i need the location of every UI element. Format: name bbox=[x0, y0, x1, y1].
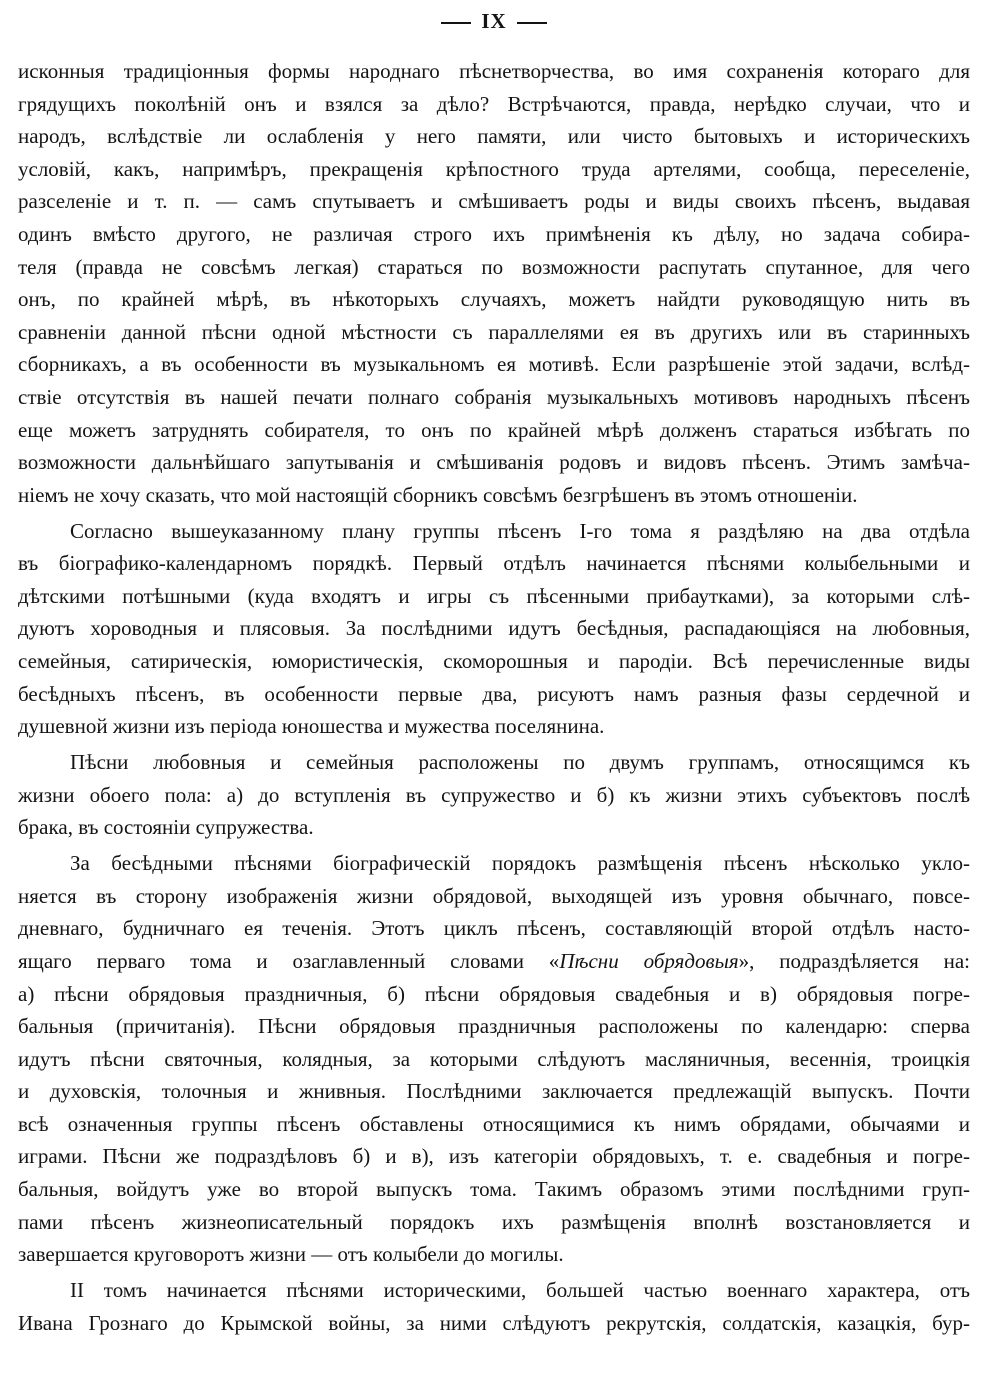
text-line: бальныя (причитанія). Пѣсни обрядовыя праздничныя расположены по календарю: сперва bbox=[18, 1014, 970, 1039]
text-line: исконныя традиціонныя формы народнаго пѣснетворчества, во имя сохраненія котораго для bbox=[18, 59, 970, 83]
paragraph-5 bbox=[18, 1274, 970, 1339]
title-line-post: », подраздѣляется на: bbox=[738, 948, 970, 973]
text-line: онъ, по крайней мѣрѣ, въ нѣкоторыхъ случаяхъ, можетъ найдти руководящую нить въ bbox=[18, 287, 970, 312]
text-line: условій, какъ, напримѣръ, прекращенія крѣпостного труда артелями, сообща, переселеніе, bbox=[18, 156, 970, 181]
text-line: Ивана Грознаго до Крымской войны, за ними слѣдуютъ рекрутскія, солдатскія, казацкія, бур- bbox=[18, 1310, 970, 1335]
text-line: Пѣсни любовныя и семейныя расположены по двумъ группамъ, относящимся къ bbox=[70, 750, 970, 775]
text-line: ствіе отсутствія въ нашей печати полнаго собранія музыкальныхъ мотивовъ народныхъ пѣсенъ bbox=[18, 384, 970, 409]
header-dash-left bbox=[441, 22, 471, 24]
text-line: За бесѣдными пѣснями біографическій порядокъ размѣщенія пѣсенъ нѣсколько укло- bbox=[70, 851, 970, 876]
text-line: пами пѣсенъ жизнеописательный порядокъ ихъ размѣщенія вполнѣ возстановляется и bbox=[18, 1209, 970, 1234]
text-line: бесѣдныхъ пѣсенъ, въ особенности первые два, рисуютъ намъ разныя фазы сердечной и bbox=[18, 681, 970, 706]
text-line: няется въ сторону изображенія жизни обрядовой, выходящей изъ уровня обычнаго, повсе- bbox=[18, 883, 970, 908]
text-line: еще можетъ затруднять собирателя, то онъ по крайней мѣрѣ долженъ стараться избѣгать по bbox=[18, 417, 970, 442]
text-line: дѣтскими потѣшными (куда входятъ и игры съ пѣсенными прибаутками), за которыми слѣ- bbox=[18, 583, 970, 608]
text-line: разселеніе и т. п. — самъ спутываетъ и смѣшиваетъ роды и виды своихъ пѣсенъ, выдавая bbox=[18, 189, 970, 214]
text-line: идутъ пѣсни святочныя, колядныя, за которыми слѣдуютъ масляничныя, весеннія, троицкія bbox=[18, 1046, 970, 1071]
text-line: возможности дальнѣйшаго запутыванія и смѣшиванія родовъ и видовъ пѣсенъ. Этимъ замѣча- bbox=[18, 450, 970, 475]
text-line: дневнаго, будничнаго ея теченія. Этотъ циклъ пѣсенъ, составляющій второй отдѣлъ насто- bbox=[18, 916, 970, 941]
text-line: теля (правда не совсѣмъ легкая) стараться по возможности распутать спутанное, для чего bbox=[18, 254, 970, 279]
text-line: бальныя, войдутъ уже во второй выпускъ тома. Такимъ образомъ этими послѣдними груп- bbox=[18, 1177, 970, 1202]
text-line: всѣ означенныя группы пѣсенъ обставлены относящимися къ нимъ обрядами, обычаями и bbox=[18, 1111, 970, 1136]
text-line: народъ, вслѣдствіе ли ослабленія у него памяти, или чисто бытовыхъ и историческихъ bbox=[18, 124, 970, 149]
header-dash-right bbox=[517, 22, 547, 24]
text-line: завершается круговоротъ жизни — отъ колыбели до могилы. bbox=[18, 1242, 564, 1267]
page-header bbox=[0, 6, 988, 36]
text-line: въ біографико-календарномъ порядкѣ. Первый отдѣлъ начинается пѣснями колыбельными и bbox=[18, 551, 970, 576]
body-text bbox=[18, 55, 970, 1339]
text-line: играми. Пѣсни же подраздѣловъ б) и в), изъ категоріи обрядовыхъ, т. е. свадебныя и погре- bbox=[18, 1144, 970, 1169]
text-line: ніемъ не хочу сказать, что мой настоящій сборникъ совсѣмъ безгрѣшенъ въ этомъ отношеніи. bbox=[18, 482, 858, 507]
paragraph-4 bbox=[18, 847, 970, 1271]
text-line: брака, въ состояніи супружества. bbox=[18, 815, 314, 840]
text-line: II томъ начинается пѣснями историческими, большей частью военнаго характера, отъ bbox=[70, 1278, 970, 1303]
text-line-with-title bbox=[18, 945, 970, 978]
text-line: дуютъ хороводныя и плясовыя. За послѣдними идутъ бесѣдныя, распадающіяся на любовныя, bbox=[18, 616, 970, 641]
text-line: и духовскія, толочныя и жнивныя. Послѣдними заключается предлежащій выпускъ. Почти bbox=[18, 1079, 970, 1104]
title-line-pre: ящаго перваго тома и озаглавленный словами « bbox=[18, 948, 560, 973]
text-line: Согласно вышеуказанному плану группы пѣсенъ I-го тома я раздѣляю на два отдѣла bbox=[70, 518, 970, 543]
text-line: сборникахъ, а въ особенности въ музыкальномъ ея мотивѣ. Если разрѣшеніе этой задачи, вслѣд- bbox=[18, 352, 970, 377]
section-title-emphasis: Пѣсни обрядовыя bbox=[559, 948, 739, 973]
text-line: жизни обоего пола: а) до вступленія въ супружество и б) къ жизни этихъ субъектовъ послѣ bbox=[18, 782, 970, 807]
page-number: IX bbox=[481, 9, 507, 33]
text-line: одинъ вмѣсто другого, не различая строго ихъ примѣненія къ дѣлу, но задача собира- bbox=[18, 221, 970, 246]
paragraph-1 bbox=[18, 55, 970, 511]
paragraph-3 bbox=[18, 746, 970, 844]
text-line: семейныя, сатирическія, юмористическія, скоморошныя и пародіи. Всѣ перечисленные виды bbox=[18, 648, 970, 673]
text-line: грядущихъ поколѣній онъ и взялся за дѣло? Встрѣчаются, правда, нерѣдко случаи, что и bbox=[18, 91, 970, 116]
text-line: а) пѣсни обрядовыя праздничныя, б) пѣсни обрядовыя свадебныя и в) обрядовыя погре- bbox=[18, 981, 970, 1006]
text-line: душевной жизни изъ періода юношества и мужества поселянина. bbox=[18, 714, 605, 739]
text-line: сравненіи данной пѣсни одной мѣстности съ параллелями ея въ другихъ или въ старинныхъ bbox=[18, 319, 970, 344]
paragraph-2 bbox=[18, 515, 970, 743]
